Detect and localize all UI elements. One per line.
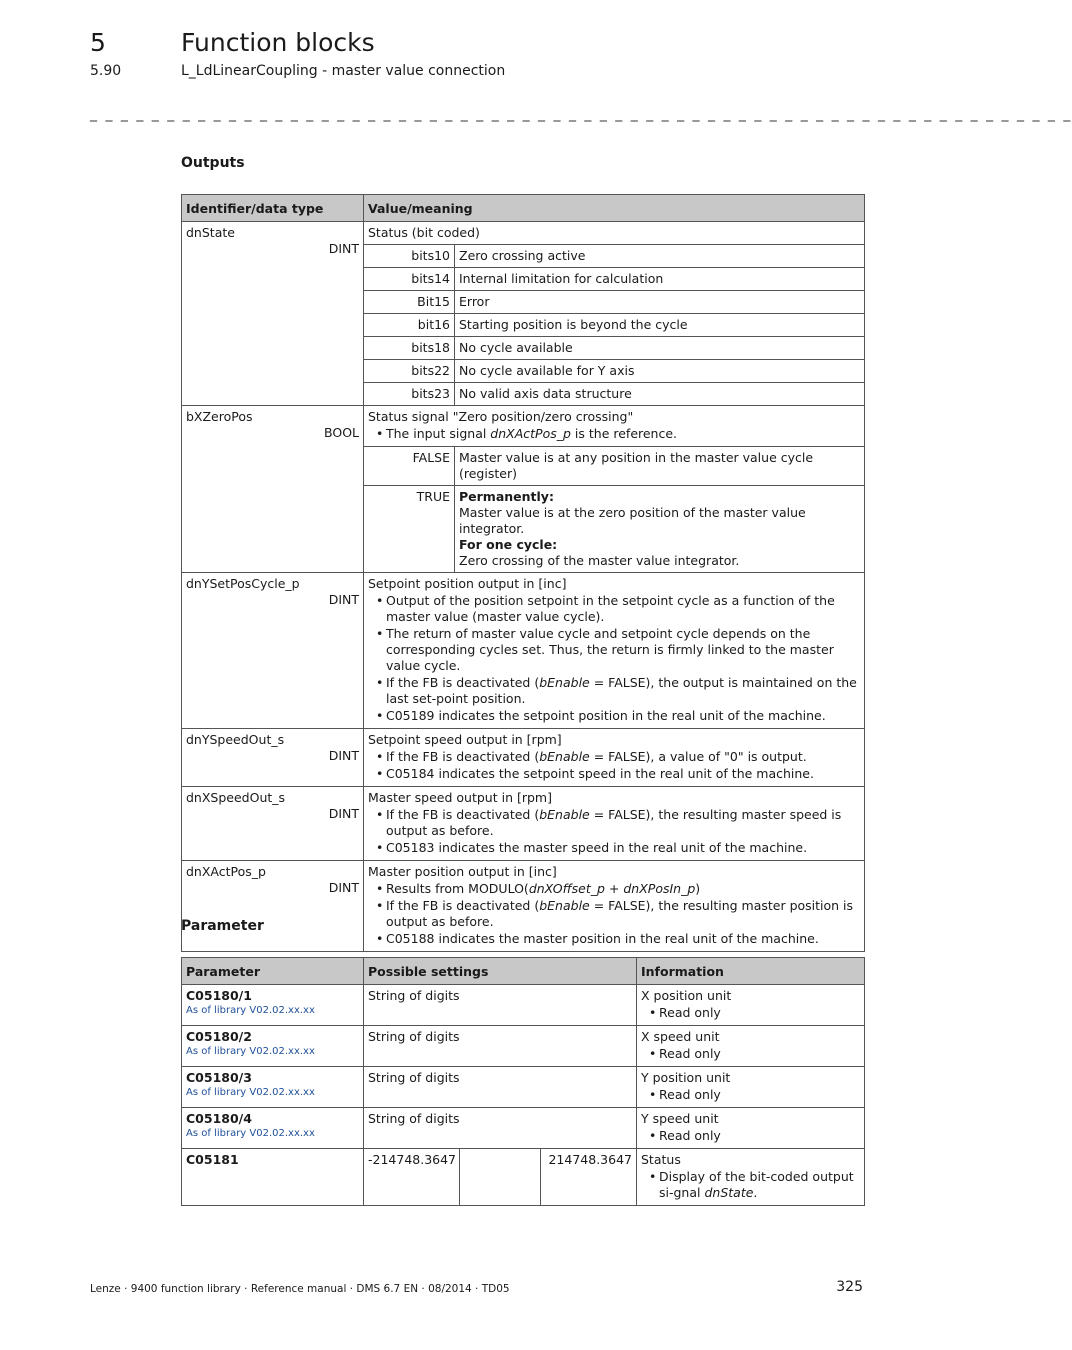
table-row — [182, 222, 865, 245]
unit-cell — [460, 1149, 541, 1206]
data-type: BOOL — [324, 425, 359, 440]
data-type: DINT — [328, 592, 359, 607]
bullet-item: • Output of the position setpoint in the setpoint cycle as a function of the master value (master value cycle). — [368, 593, 860, 625]
info-cell: Status • Display of the bit-coded output si-gnal dnState. — [637, 1149, 865, 1206]
table-row — [182, 1149, 865, 1206]
info-cell: X position unit • Read only — [637, 985, 865, 1026]
header-divider: _ _ _ _ _ _ _ _ _ _ _ _ _ _ _ _ _ _ _ _ _ _ _ _ _ _ _ _ _ _ _ _ _ _ _ _ _ _ _ _ _ _ _ _ _ _ _ _ _ _ _ _ _ _ _ _ _ _ _ _ _ _ _ _ — [90, 106, 1072, 122]
bool-value: Master value is at any position in the master value cycle (register) — [455, 447, 865, 486]
identifier: dnState — [186, 225, 235, 240]
bullet-item: • Results from MODULO(dnXOffset_p + dnXPosIn_p) — [368, 881, 860, 897]
bit-value: Error — [455, 291, 865, 314]
bullet-item: • If the FB is deactivated (bEnable = FALSE), a value of "0" is output. — [368, 749, 860, 765]
bullet-item: • C05184 indicates the setpoint speed in the real unit of the machine. — [368, 766, 860, 782]
page-number: 325 — [836, 1279, 863, 1295]
bit-key: Bit15 — [364, 291, 455, 314]
meaning-cell: Master speed output in [rpm] • If the FB is deactivated (bEnable = FALSE), the resulting master speed is output as before. • C05183 indicates the master speed in the real unit of the machine. — [364, 787, 865, 861]
bit-key: bits10 — [364, 245, 455, 268]
identifier-cell — [182, 861, 364, 952]
column-header: Identifier/data type — [182, 195, 364, 222]
min-value-cell: -214748.3647 — [364, 1149, 460, 1206]
meaning-cell: Setpoint speed output in [rpm] • If the FB is deactivated (bEnable = FALSE), a value of "0" is output. • C05184 indicates the setpoint speed in the real unit of the machine. — [364, 729, 865, 787]
bit-key: bits14 — [364, 268, 455, 291]
meaning-cell: Master position output in [inc] • Results from MODULO(dnXOffset_p + dnXPosIn_p) • If the FB is deactivated (bEnable = FALSE), the resulting master position is output as before. • C05188 indicates the master position in the real unit of the machine. — [364, 861, 865, 952]
identifier-cell — [182, 222, 364, 406]
data-type: DINT — [328, 241, 359, 256]
bool-value: Permanently: Master value is at the zero position of the master value integrator. For one cycle: Zero crossing of the master value integrator. — [455, 486, 865, 573]
column-header: Possible settings — [364, 958, 637, 985]
bullet-item: • C05183 indicates the master speed in the real unit of the machine. — [368, 840, 860, 856]
data-type: DINT — [328, 806, 359, 821]
identifier-cell — [182, 406, 364, 573]
column-header: Value/meaning — [364, 195, 865, 222]
parameter-cell: C05180/1 As of library V02.02.xx.xx — [182, 985, 364, 1026]
section-number: 5.90 — [90, 63, 122, 79]
bit-value: No cycle available for Y axis — [455, 360, 865, 383]
table-row — [182, 985, 865, 1026]
identifier-cell — [182, 787, 364, 861]
bit-value: No cycle available — [455, 337, 865, 360]
chapter-number: 5 — [90, 28, 106, 57]
parameter-cell: C05180/2 As of library V02.02.xx.xx — [182, 1026, 364, 1067]
bit-value: Internal limitation for calculation — [455, 268, 865, 291]
bullet-item: • If the FB is deactivated (bEnable = FALSE), the resulting master position is output as before. — [368, 898, 860, 930]
bool-key: FALSE — [364, 447, 455, 486]
identifier: dnYSetPosCycle_p — [186, 576, 300, 591]
bool-key: TRUE — [364, 486, 455, 573]
meaning-cell: Setpoint position output in [inc] • Output of the position setpoint in the setpoint cycle as a function of the master value (master value cycle). • The return of master value cycle and setpoint cycle depends on the corresponding cycles set. Thus, the return is firmly linked to the master value cycle. • If the FB is deactivated (bEnable = FALSE), the output is maintained on the last set-point position. • C05189 indicates the setpoint position in the real unit of the machine. — [364, 573, 865, 729]
chapter-title: Function blocks — [181, 28, 375, 57]
bullet-item: • The return of master value cycle and setpoint cycle depends on the corresponding cycles set. Thus, the return is firmly linked to the master value cycle. — [368, 626, 860, 674]
bit-value: No valid axis data structure — [455, 383, 865, 406]
column-header: Parameter — [182, 958, 364, 985]
bit-key: bits22 — [364, 360, 455, 383]
column-header: Information — [637, 958, 865, 985]
table-header-row — [182, 958, 865, 985]
max-value-cell: 214748.3647 — [541, 1149, 637, 1206]
parameter-cell: C05181 — [182, 1149, 364, 1206]
info-cell: Y speed unit • Read only — [637, 1108, 865, 1149]
identifier: dnYSpeedOut_s — [186, 732, 285, 747]
settings-cell: String of digits — [364, 1026, 637, 1067]
table-row — [182, 406, 865, 447]
identifier: bXZeroPos — [186, 409, 253, 424]
bullet-item: • C05188 indicates the master position in the real unit of the machine. — [368, 931, 860, 947]
settings-cell: String of digits — [364, 985, 637, 1026]
meaning-cell: Status (bit coded) — [364, 222, 865, 245]
description: Status signal "Zero position/zero crossing" — [368, 409, 634, 424]
bullet-item: • If the FB is deactivated (bEnable = FALSE), the output is maintained on the last set-point position. — [368, 675, 860, 707]
info-cell: Y position unit • Read only — [637, 1067, 865, 1108]
bullet-item: • C05189 indicates the setpoint position in the real unit of the machine. — [368, 708, 860, 724]
bullet-item: • If the FB is deactivated (bEnable = FALSE), the resulting master speed is output as before. — [368, 807, 860, 839]
identifier-cell — [182, 573, 364, 729]
bullet-item: • The input signal dnXActPos_p is the reference. — [368, 426, 860, 442]
parameter-heading: Parameter — [181, 918, 264, 934]
table-row — [182, 1067, 865, 1108]
meaning-cell — [364, 406, 865, 447]
outputs-heading: Outputs — [181, 155, 245, 171]
bit-value: Zero crossing active — [455, 245, 865, 268]
bit-key: bits18 — [364, 337, 455, 360]
bit-key: bits23 — [364, 383, 455, 406]
identifier: dnXActPos_p — [186, 864, 266, 879]
data-type: DINT — [328, 880, 359, 895]
info-cell: X speed unit • Read only — [637, 1026, 865, 1067]
table-header-row — [182, 195, 865, 222]
bit-key: bit16 — [364, 314, 455, 337]
table-row — [182, 729, 865, 787]
parameter-cell: C05180/4 As of library V02.02.xx.xx — [182, 1108, 364, 1149]
identifier-cell — [182, 729, 364, 787]
table-row — [182, 573, 865, 729]
table-row — [182, 861, 865, 952]
parameter-table — [181, 957, 865, 1206]
bit-value: Starting position is beyond the cycle — [455, 314, 865, 337]
table-row — [182, 1026, 865, 1067]
identifier: dnXSpeedOut_s — [186, 790, 286, 805]
settings-cell: String of digits — [364, 1067, 637, 1108]
footer-text: Lenze · 9400 function library · Reference manual · DMS 6.7 EN · 08/2014 · TD05 — [90, 1283, 510, 1295]
data-type: DINT — [328, 748, 359, 763]
table-row — [182, 787, 865, 861]
settings-cell: String of digits — [364, 1108, 637, 1149]
section-title: L_LdLinearCoupling - master value connection — [181, 63, 506, 79]
table-row — [182, 1108, 865, 1149]
outputs-table — [181, 194, 865, 952]
parameter-cell: C05180/3 As of library V02.02.xx.xx — [182, 1067, 364, 1108]
